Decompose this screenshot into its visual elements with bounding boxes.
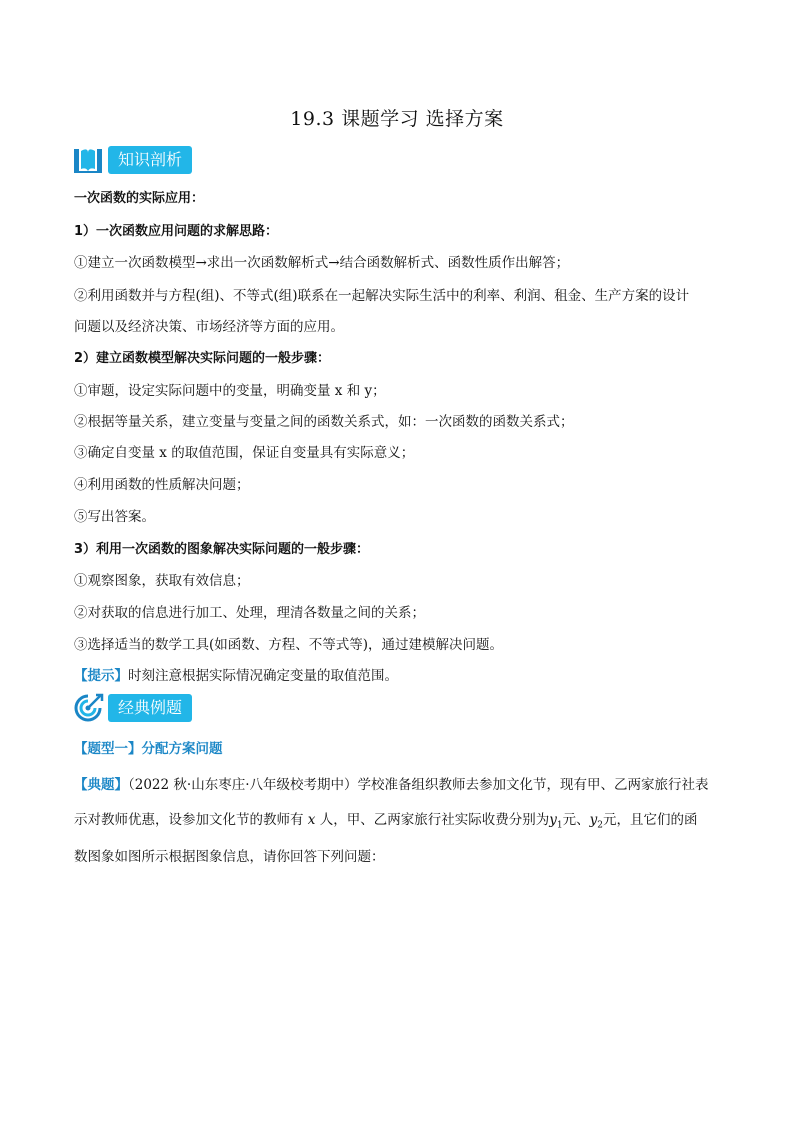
section-label: 经典例题: [108, 694, 192, 722]
tip-line: [74, 664, 398, 684]
variable-y1: y: [549, 812, 557, 828]
subscript-1: 1: [556, 820, 563, 831]
section-label: 知识剖析: [108, 146, 192, 174]
text-line: ①建立一次函数模型→求出一次函数解析式→结合函数解析式、函数性质作出解答；: [74, 255, 570, 271]
text-line: ⑤写出答案。: [74, 509, 155, 525]
text-line: 数图象如图所示根据图象信息，请你回答下列问题：: [74, 849, 385, 865]
text-line: ②利用函数并与方程(组)、不等式(组)联系在一起解决实际生活中的利率、利润、租金、生产方案的设计: [74, 288, 690, 304]
tip-text: 时刻注意根据实际情况确定变量的取值范围。: [128, 668, 398, 684]
text-line: ①观察图象，获取有效信息；: [74, 573, 250, 589]
text-segment: 元、: [562, 812, 590, 828]
text-line: ②根据等量关系，建立变量与变量之间的函数关系式，如：一次函数的函数关系式；: [74, 414, 574, 430]
section-header-examples: [72, 693, 192, 723]
tip-tag: 【提示】: [74, 668, 128, 684]
text-segment: 元，且它们的函: [602, 812, 698, 828]
text-line: ④利用函数的性质解决问题；: [74, 477, 250, 493]
text-segment: （2022 秋·山东枣庄·八年级校考期中）学校准备组织教师去参加文化节，现有甲、乙两家旅行社表: [128, 777, 709, 793]
text-segment: 示对教师优惠，设参加文化节的教师有: [74, 812, 304, 828]
text-line: ①审题，设定实际问题中的变量，明确变量 x 和 y；: [74, 383, 386, 399]
page-title: 19.3 课题学习 选择方案: [290, 108, 504, 130]
target-icon: [72, 693, 104, 723]
example-tag: 【典题】: [74, 777, 128, 793]
example-line-2: [74, 808, 697, 831]
subheading-1: 1）一次函数应用问题的求解思路：: [74, 224, 279, 239]
text-line: ②对获取的信息进行加工、处理，理清各数量之间的关系；: [74, 605, 425, 621]
text-segment: 人，甲、乙两家旅行社实际收费分别为: [319, 812, 550, 828]
text-line: 问题以及经济决策、市场经济等方面的应用。: [74, 319, 344, 335]
subheading-3: 3）利用一次函数的图象解决实际问题的一般步骤：: [74, 542, 370, 557]
variable-y2: y: [589, 812, 598, 828]
example-line-1: [74, 773, 708, 793]
type-title: 分配方案问题: [141, 741, 223, 757]
question-type-line: [74, 737, 223, 757]
text-line: ③确定自变量 x 的取值范围，保证自变量具有实际意义；: [74, 445, 415, 461]
variable-x: x: [307, 812, 316, 828]
section-header-knowledge: [72, 145, 192, 175]
text-line: ③选择适当的数学工具(如函数、方程、不等式等)，通过建模解决问题。: [74, 637, 504, 653]
subscript-2: 2: [597, 820, 603, 831]
subheading-2: 2）建立函数模型解决实际问题的一般步骤：: [74, 351, 331, 366]
knowledge-heading: 一次函数的实际应用：: [74, 191, 205, 206]
book-icon: [72, 145, 104, 175]
type-tag: 【题型一】: [74, 741, 142, 757]
